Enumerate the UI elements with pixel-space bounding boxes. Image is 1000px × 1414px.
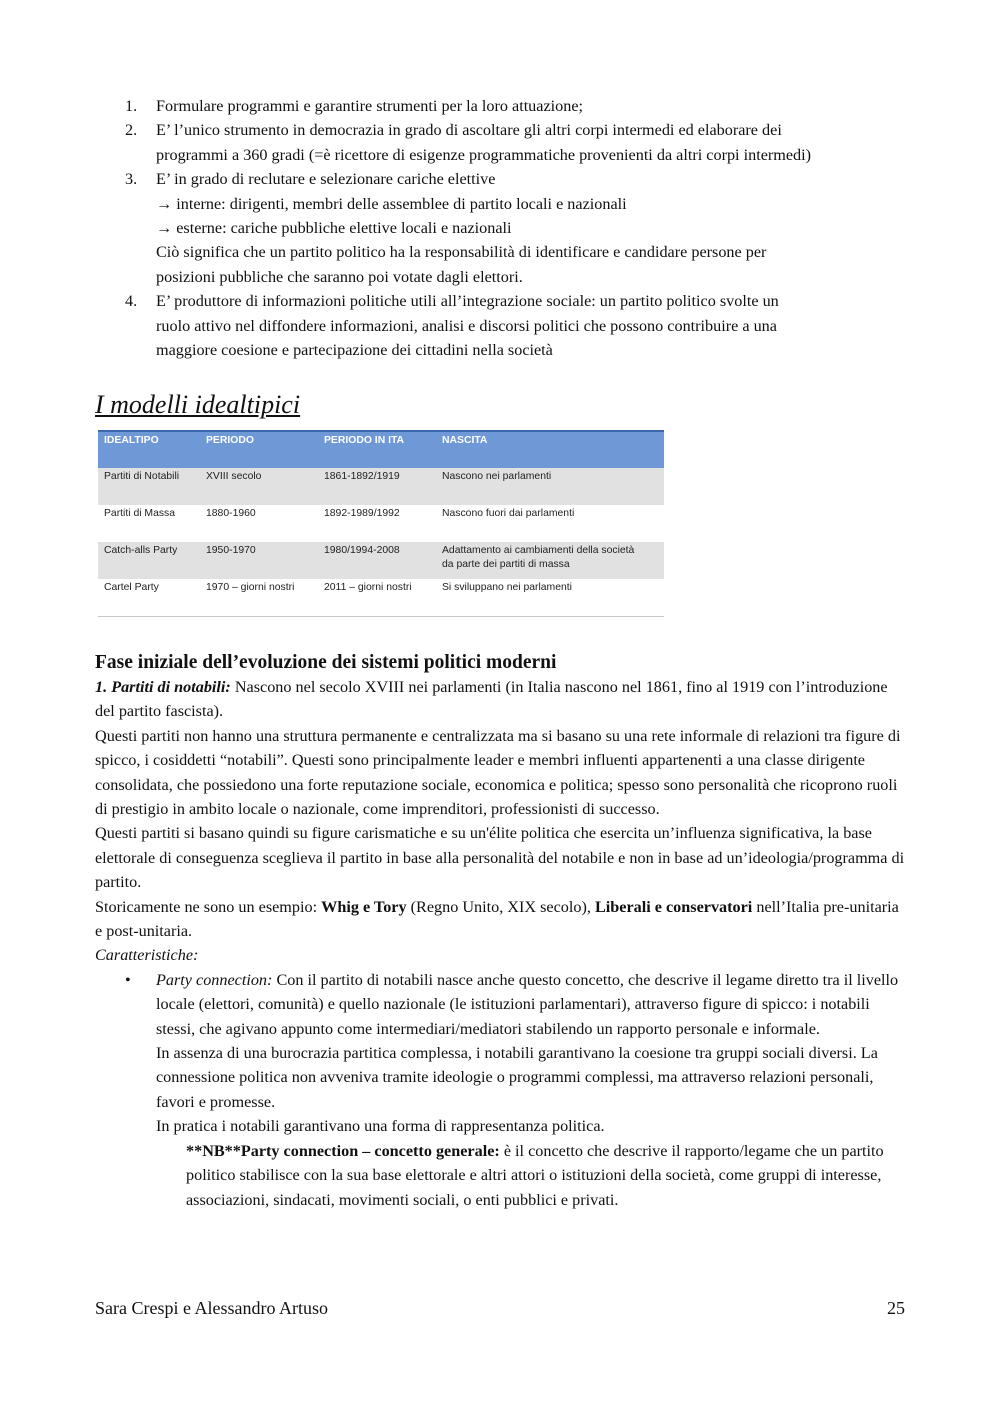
table-header-cell: PERIODO: [200, 431, 318, 468]
table-row: [98, 468, 664, 505]
list-line: E’ in grado di reclutare e selezionare cariche elettive: [156, 170, 496, 189]
subsection-title: Fase iniziale dell’evoluzione dei sistemi politici moderni: [95, 651, 557, 673]
nb-label: **NB**Party connection – concetto generale:: [186, 1141, 500, 1160]
list-line: Ciò significa che un partito politico ha la responsabilità di identificare e candidare persone per: [156, 243, 767, 262]
nb-text: è il concetto che descrive il rapporto/legame che un partito politico stabilisce con la sua base elettorale e altri attori o istituzioni della società, come gruppi di interesse, associazioni, sindacati, movimenti sociali, o enti pubblici e privati.: [186, 1141, 884, 1209]
list-number: 3.: [125, 170, 138, 189]
paragraph-text: nell’Italia pre-unitaria e post-unitaria.: [95, 897, 899, 941]
table-cell: 1950-1970: [200, 542, 318, 579]
caratteristiche-label: Caratteristiche:: [95, 946, 199, 965]
numbered-list: [95, 94, 910, 362]
paragraph-notabili: [95, 675, 910, 724]
list-line: posizioni pubbliche che saranno poi votate dagli elettori.: [156, 267, 523, 286]
table-cell: [436, 542, 664, 579]
list-number: 1.: [125, 97, 138, 115]
paragraph-text: Storicamente ne sono un esempio:: [95, 897, 322, 916]
footer-authors: Sara Crespi e Alessandro Artuso: [95, 1298, 328, 1318]
list-item: [95, 118, 910, 167]
list-line: programmi a 360 gradi (=è ricettore di esigenze programmatiche provenienti da altri corpi intermedi): [156, 145, 812, 164]
bullet-paragraph: [156, 968, 910, 1041]
list-line: E’ l’unico strumento in democrazia in grado di ascoltare gli altri corpi intermedi ed elaborare dei: [156, 121, 782, 140]
table-header-cell: NASCITA: [436, 431, 664, 468]
page-content: [95, 94, 910, 1212]
list-line: → esterne: cariche pubbliche elettive locali e nazionali: [156, 219, 512, 238]
bullet-paragraph: In pratica i notabili garantivano una forma di rappresentanza politica.: [156, 1117, 605, 1136]
table-cell: Nascono fuori dai parlamenti: [442, 508, 575, 520]
table-cell: Partiti di Massa: [104, 508, 176, 520]
table-cell: 1970 – giorni nostri: [200, 579, 318, 616]
list-line: → interne: dirigenti, membri delle assemblee di partito locali e nazionali: [156, 194, 627, 213]
table-cell: Catch-alls Party: [98, 542, 200, 579]
example-liberali: Liberali e conservatori: [594, 897, 753, 916]
nb-note: [156, 1139, 910, 1212]
bullet-term: Party connection:: [156, 970, 273, 989]
table-cell: Nascono nei parlamenti: [436, 468, 664, 505]
list-number: 4.: [125, 292, 138, 311]
paragraph-examples: [95, 895, 910, 944]
table-cell: 1880-1960: [206, 508, 256, 520]
bullet-icon: •: [125, 970, 131, 989]
bullet-item: [95, 968, 910, 1212]
bullet-text: Con il partito di notabili nasce anche questo concetto, che descrive il legame diretto tra il livello locale (elettori, comunità) e quello nazionale (le istituzioni parlamentari), attraverso figure di spicco: i notabili stessi, che agivano appunto come intermediari/mediatori stabilendo un rapporto personale e informale.: [156, 970, 899, 1038]
idealtypes-table-image: [98, 430, 664, 617]
table-header-cell: IDEALTIPO: [98, 431, 200, 468]
table-cell: 2011 – giorni nostri: [318, 579, 436, 616]
page-number: 25: [887, 1298, 905, 1318]
bullet-list: [95, 968, 910, 1212]
table-cell: Partiti di Notabili: [98, 468, 200, 505]
table-header-row: [98, 431, 664, 468]
list-number: 2.: [125, 121, 138, 140]
list-line: E’ produttore di informazioni politiche utili all’integrazione sociale: un partito politico svolte un: [156, 292, 779, 311]
paragraph: Questi partiti non hanno una struttura permanente e centralizzata ma si basano su una rete informale di relazioni tra figure di spicco, i cosiddetti “notabili”. Questi sono principalmente leader e membri influenti appartenenti a una classe dirigente consolidata, che possiedono una forte reputazione sociale, economica e politica; spesso sono personalità che ricoprono ruoli di prestigio in ambito locale o nazionale, come imprenditori, professionisti di successo.: [95, 726, 901, 818]
table-cell: 1861-1892/1919: [318, 468, 436, 505]
table-row: [98, 579, 664, 616]
list-line: maggiore coesione e partecipazione dei cittadini nella società: [156, 341, 553, 360]
idealtypes-table: [98, 430, 664, 617]
table-cell: XVIII secolo: [200, 468, 318, 505]
table-cell-line: da parte dei partiti di massa: [442, 559, 570, 571]
example-whig-tory: Whig e Tory: [321, 897, 407, 916]
page-footer: [95, 1296, 905, 1320]
table-cell-line: Adattamento ai cambiamenti della società: [442, 545, 635, 557]
table-cell: 1892-1989/1992: [324, 508, 400, 520]
list-item: [95, 167, 910, 289]
bullet-paragraph: In assenza di una burocrazia partitica complessa, i notabili garantivano la coesione tra gruppi sociali diversi. La connessione politica non avveniva tramite ideologie o programmi complessi, ma attraverso relazioni personali, favori e promesse.: [156, 1044, 878, 1111]
list-line: Formulare programmi e garantire strumenti per la loro attuazione;: [156, 97, 584, 115]
paragraph-text: Nascono nel secolo XVIII nei parlamenti (in Italia nascono nel 1861, fino al 1919 con l’introduzione del partito fascista).: [95, 677, 888, 721]
paragraph-text: (Regno Unito, XIX secolo),: [406, 897, 595, 916]
list-line: ruolo attivo nel diffondere informazioni, analisi e discorsi politici che possono contribuire a una: [156, 316, 777, 335]
table-row: [98, 505, 664, 542]
table-row: [98, 542, 664, 579]
table-cell: 1980/1994-2008: [318, 542, 436, 579]
table-header-cell: PERIODO IN ITA: [318, 431, 436, 468]
table-cell: Cartel Party: [98, 579, 200, 616]
list-item: [95, 289, 910, 362]
paragraph: Questi partiti si basano quindi su figure carismatiche e su un'élite politica che esercita un’influenza significativa, la base elettorale di conseguenza sceglieva il partito in base alla personalità del notabile e non in base ad un’ideologia/programma di partito.: [95, 824, 905, 892]
table-cell: Si sviluppano nei parlamenti: [436, 579, 664, 616]
list-item: [95, 94, 910, 118]
paragraph-lead: 1. Partiti di notabili:: [95, 677, 231, 696]
section-title: I modelli idealtipici: [95, 390, 301, 420]
